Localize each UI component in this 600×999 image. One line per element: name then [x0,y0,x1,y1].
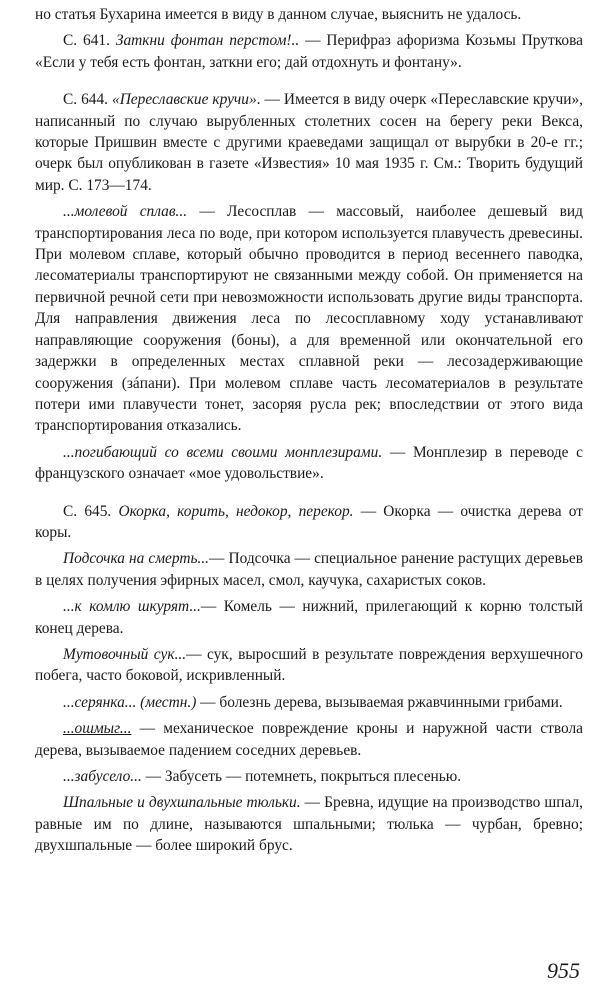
note-zabuselo: ...забусело... — Забусеть — потемнеть, покрыться плесенью. [63,768,462,785]
note-tyulki: Шпальные и двухшпальные тюльки. — Бревна, идущие на производство шпал, равные им по длине, называются шпальными; тюлька — чурбан, бревно; двухшпальные — более широкий брус. [35,794,583,855]
note-continuation: но статья Бухарина имеется в виду в данном случае, выяснить не удалось. [35,6,522,23]
note-oshmyg: ...ошмыг... — механическое повреждение кроны и наружной части ствола дерева, вызываемое падением соседних деревьев. [35,720,583,759]
note-molevoy-splav: ...молевой сплав... — Лесосплав — массовый, наиболее дешевый вид транспортирования леса по воде, при котором используется плавучесть древесины. При молевом сплаве, который обычно проводится в период весеннего паводка, лесоматериалы транспортируют не связанными между собой. Он применяется на первичной речной сети при невозможности использовать другие виды транспорта. Для направления движения леса по лесосплавному ходу устанавливают направляющие сооружения (боны), а для временной или окончательной его задержки в определенных местах сплавной реки — лесозадерживающие сооружения (зáпани). При молевом сплаве часть лесоматериалов в результате потери ими плавучести тонет, засоряя русла рек; впоследствии от этого вида транспортирования отказались. [35,203,583,435]
note-p645: С. 645. Окорка, корить, недокор, перекор. — Окорка — очистка дерева от коры. [35,502,583,541]
note-podsochka: Подсочка на смерть...— Подсочка — специальное ранение растущих деревьев в целях получения эфирных масел, смол, каучука, сахаристых соков. [35,550,584,589]
note-seryanka: ...серянка... (местн.) — болезнь дерева, вызываемая ржавчинными грибами. [63,693,563,711]
note-p644: С. 644. «Переславские кручи». — Имеется в виду очерк «Переславские кручи», написанный по случаю вырубленных столетних сосен на берегу реки Векса, которые Пришвин вместе с другими краеведами защищал от вырубки в 20-е гг.; очерк был опубликован в газете «Известия» 10 мая 1935 г. См.: Творить будущий мир. С. 173—174. [35,91,584,194]
note-komel: ...к комлю шкурят...— Комель — нижний, прилегающий к корню толстый конец дерева. [35,598,583,637]
note-p641: С. 641. Заткни фонтан перстом!.. — Перифраз афоризма Козьмы Пруткова «Если у тебя есть фонтан, заткни его; дай отдохнуть и фонтану». [35,32,583,71]
note-mutovochny-suk: Мутовочный сук...— сук, выросший в результате повреждения верхушечного побега, часто боковой, искривленный. [35,645,583,685]
notes-page [35,4,583,862]
page-number: 955 [547,958,580,983]
note-monplezir: ...погибающий со всеми своими монплезирами. — Монплезир в переводе с французского означает «мое удовольствие». [35,443,584,483]
